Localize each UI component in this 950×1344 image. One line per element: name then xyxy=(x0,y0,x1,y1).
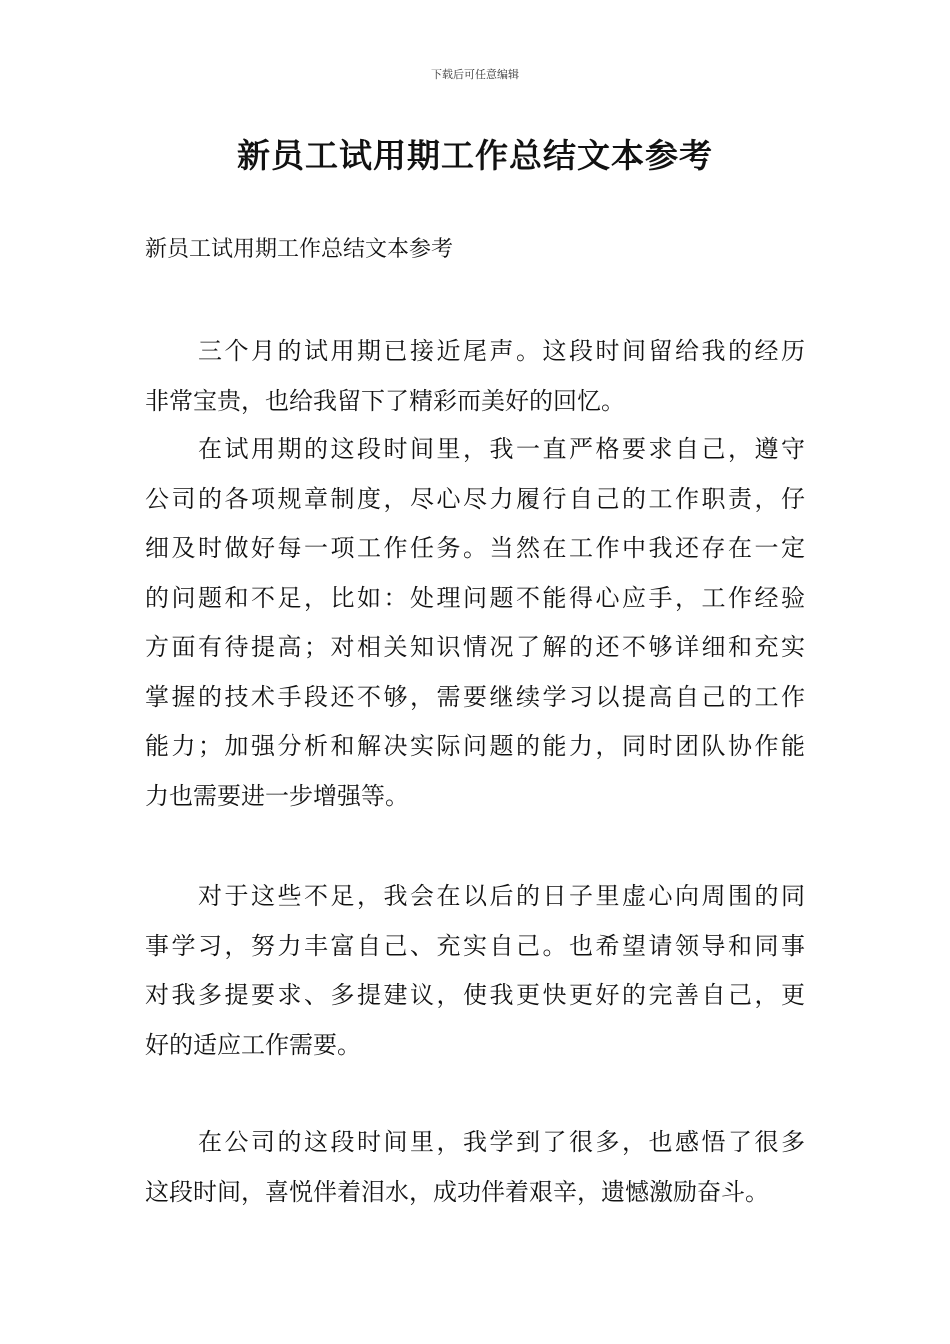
paragraph-line: 在公司的这段时间里，我学到了很多，也感悟了很多 xyxy=(198,1128,805,1156)
paragraph-3 xyxy=(145,872,805,1070)
paragraph-line: 细及时做好每一项工作任务。当然在工作中我还存在一定 xyxy=(145,534,805,562)
paragraph-2 xyxy=(145,425,805,821)
paragraph-line: 掌握的技术手段还不够，需要继续学习以提高自己的工作 xyxy=(145,682,805,711)
paragraph-line: 的问题和不足，比如：处理问题不能得心应手，工作经验 xyxy=(145,583,805,612)
document-subtitle: 新员工试用期工作总结文本参考 xyxy=(145,237,454,262)
paragraph-line: 能力；加强分析和解决实际问题的能力，同时团队协作能 xyxy=(145,732,805,760)
paragraph-line: 对于这些不足，我会在以后的日子里虚心向周围的同 xyxy=(198,882,805,910)
paragraph-line: 方面有待提高；对相关知识情况了解的还不够详细和充实 xyxy=(145,633,805,661)
paragraph-line: 公司的各项规章制度，尽心尽力履行自己的工作职责，仔 xyxy=(145,484,805,513)
paragraph-line: 三个月的试用期已接近尾声。这段时间留给我的经历 xyxy=(198,337,805,365)
paragraph-line: 非常宝贵，也给我留下了精彩而美好的回忆。 xyxy=(145,386,625,415)
paragraph-line: 这段时间，喜悦伴着泪水，成功伴着艰辛，遗憾激励奋斗。 xyxy=(145,1177,769,1206)
document-title: 新员工试用期工作总结文本参考 xyxy=(237,136,713,175)
paragraph-line: 对我多提要求、多提建议，使我更快更好的完善自己，更 xyxy=(145,981,805,1009)
header-note: 下载后可任意编辑 xyxy=(431,68,519,81)
paragraph-4 xyxy=(145,1118,805,1217)
paragraph-1 xyxy=(145,327,805,426)
paragraph-line: 事学习，努力丰富自己、充实自己。也希望请领导和同事 xyxy=(145,931,805,960)
paragraph-line: 力也需要进一步增强等。 xyxy=(145,781,409,810)
paragraph-line: 好的适应工作需要。 xyxy=(145,1030,361,1059)
paragraph-line: 在试用期的这段时间里，我一直严格要求自己，遵守 xyxy=(198,435,805,463)
